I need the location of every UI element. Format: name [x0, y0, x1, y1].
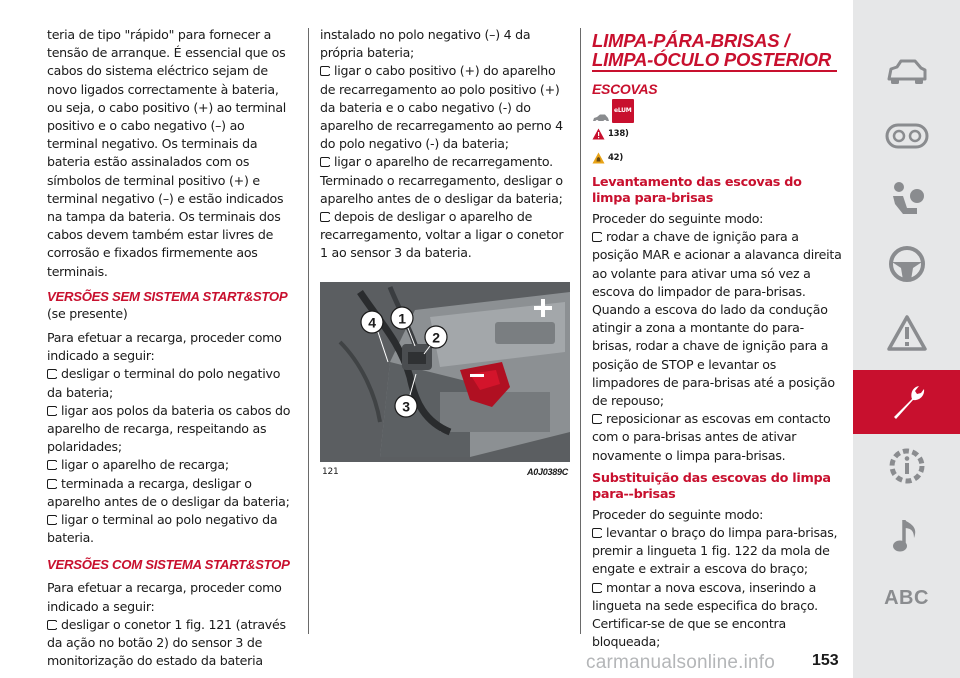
- bullet-icon: [592, 583, 602, 593]
- battery-terminal-illustration: [320, 282, 570, 462]
- list-item: desligar o conetor 1 fig. 121 (através da ação no botão 2) do sensor 3 de monitorização do estado da bateria: [47, 616, 286, 669]
- bullet-icon: [592, 414, 602, 424]
- music-note-icon: [892, 516, 922, 556]
- sidebar-item-maintenance[interactable]: [853, 370, 960, 434]
- sidebar-item-car[interactable]: [853, 40, 960, 104]
- paragraph: Para efetuar a recarga, proceder como indicado a seguir:: [47, 330, 282, 364]
- dashboard-icon: [885, 123, 929, 149]
- list-item: ligar o cabo positivo (+) do aparelho de recarregamento ao polo positivo (+) da bateria e o cabo negativo (-) do aparelho de recarregamento ao perno 4 do polo negativo (-) da bateria;: [320, 63, 563, 152]
- steering-wheel-icon: [887, 244, 927, 284]
- car-side-icon: [592, 113, 610, 123]
- column-middle: [320, 26, 570, 477]
- callout-1: [391, 307, 413, 329]
- caution-hand-icon: [592, 152, 605, 164]
- paragraph: teria de tipo "rápido" para fornecer a tensão de arranque. É essencial que os cabos do sistema eléctrico sejam de novo ligados correctamente à bateria, ou seja, o cabo positivo (+) ao terminal positivo e o cabo negativo (–) ao terminal negativo. Os terminais da bateria estão assinalados com os símbolos de terminal positivo (+) e terminal negativo (–) e estão indicados na tampa da bateria. Os terminais dos cabos devem também estar livres de corrosão e fixados firmemente aos terminais.: [47, 27, 287, 279]
- list-item: desligar o terminal do polo negativo da bateria;: [47, 366, 281, 400]
- title-underline: [592, 70, 837, 72]
- page-title-line1: LIMPA-PÁRA-BRISAS /: [592, 30, 790, 51]
- bullet-icon: [47, 620, 57, 630]
- list-item: ligar o aparelho de recarga;: [47, 456, 297, 474]
- vehicle-badge-row: [592, 99, 842, 123]
- chapter-sidebar: [853, 0, 960, 678]
- list-item: montar a nova escova, inserindo a lingueta na sede especifica do braço. Certificar-se de que se encontra bloqueada;: [592, 579, 818, 650]
- bullet-icon: [47, 406, 57, 416]
- info-gear-icon: [886, 445, 928, 487]
- airbag-icon: [887, 180, 927, 220]
- bullet-icon: [47, 515, 57, 525]
- figure-caption: [322, 467, 568, 477]
- lum-badge: eLUM: [612, 99, 634, 123]
- warning-ref-138: 138): [592, 123, 842, 145]
- wrench-icon: [886, 381, 928, 423]
- svg-text:3: 3: [402, 398, 410, 415]
- list-item: rodar a chave de ignição para a posição MAR e acionar a alavanca direita ao volante para ativar uma só vez a escova do limpador de para-brisas. Quando a escova do lado da condução atingir a zona a montante do para-brisas, rodar a chave de ignição para a posição de STOP e levantar os limpadores de para-brisas até a posição de repouso;: [592, 229, 842, 409]
- paragraph: instalado no polo negativo (–) 4 da própria bateria;: [320, 27, 531, 61]
- list-item: ligar aos polos da bateria os cabos do aparelho de recarga, respeitando as polaridades;: [47, 402, 291, 455]
- bullet-icon: [47, 369, 57, 379]
- bullet-icon: [47, 479, 57, 489]
- section-heading: VERSÕES SEM SISTEMA START&STOP: [47, 288, 288, 304]
- bullet-icon: [320, 157, 330, 167]
- warning-triangle-icon: [592, 128, 605, 140]
- warning-ref-42: 42): [592, 147, 842, 169]
- column-right: [592, 26, 842, 651]
- sidebar-item-safety[interactable]: [853, 168, 960, 232]
- list-item: terminada a recarga, desligar o aparelho antes de o desligar da bateria;: [47, 475, 290, 509]
- minus-symbol-icon: [470, 374, 484, 377]
- page-title-line2: LIMPA-ÓCULO POSTERIOR: [592, 49, 832, 70]
- paragraph: Proceder do seguinte modo:: [592, 211, 764, 226]
- figure-number: 121: [322, 466, 339, 477]
- sidebar-item-dashboard[interactable]: [853, 104, 960, 168]
- list-item: reposicionar as escovas em contacto com o para-brisas antes de ativar novamente o limpa para-brisas.: [592, 411, 831, 463]
- list-item: ligar o terminal ao polo negativo da bateria.: [47, 512, 278, 546]
- svg-text:2: 2: [432, 329, 440, 346]
- svg-text:1: 1: [398, 310, 406, 327]
- warning-triangle-icon: [886, 314, 928, 352]
- list-item: levantar o braço do limpa para-brisas, premir a lingueta 1 fig. 122 da mola de engate e extrair a escova do braço;: [592, 525, 838, 577]
- column-divider: [580, 28, 581, 634]
- section-heading: VERSÕES COM SISTEMA START&STOP: [47, 557, 290, 573]
- section-heading: ESCOVAS: [592, 81, 658, 97]
- car-icon: [885, 57, 929, 87]
- figure-code: A0J0389C: [526, 466, 568, 477]
- section-note: (se presente): [47, 305, 128, 321]
- callout-2: [425, 326, 447, 348]
- sidebar-item-technical-data[interactable]: [853, 434, 960, 498]
- page-number: 153: [812, 652, 839, 669]
- bullet-icon: [47, 460, 57, 470]
- sidebar-item-driving[interactable]: [853, 232, 960, 296]
- svg-text:4: 4: [368, 314, 376, 331]
- sidebar-item-multimedia[interactable]: [853, 504, 960, 568]
- index-abc-label: ABC: [884, 586, 929, 609]
- paragraph: Para efetuar a recarga, proceder como indicado a seguir:: [47, 580, 282, 614]
- figure-battery: [320, 282, 570, 477]
- column-divider: [308, 28, 309, 634]
- watermark: carmanualsonline.info: [586, 652, 776, 673]
- callout-4: [361, 311, 383, 333]
- bullet-icon: [592, 528, 602, 538]
- callout-3: [395, 395, 417, 417]
- paragraph: Proceder do seguinte modo:: [592, 506, 764, 522]
- bullet-icon: [592, 232, 602, 242]
- subsection-heading: Levantamento das escovas do limpa para-brisas: [592, 175, 802, 206]
- bullet-icon: [320, 212, 330, 222]
- sidebar-item-index[interactable]: [853, 578, 960, 618]
- list-item: depois de desligar o aparelho de recarregamento, voltar a ligar o conetor 1 ao sensor 3 da bateria.: [320, 209, 564, 261]
- bullet-icon: [320, 66, 330, 76]
- subsection-heading: Substituição das escovas do limpa para--brisas: [592, 470, 831, 502]
- column-left: [47, 26, 297, 671]
- list-item: ligar o aparelho de recarregamento. Terminado o recarregamento, desligar o aparelho antes de o desligar da bateria;: [320, 154, 563, 206]
- sidebar-item-emergency[interactable]: [853, 300, 960, 366]
